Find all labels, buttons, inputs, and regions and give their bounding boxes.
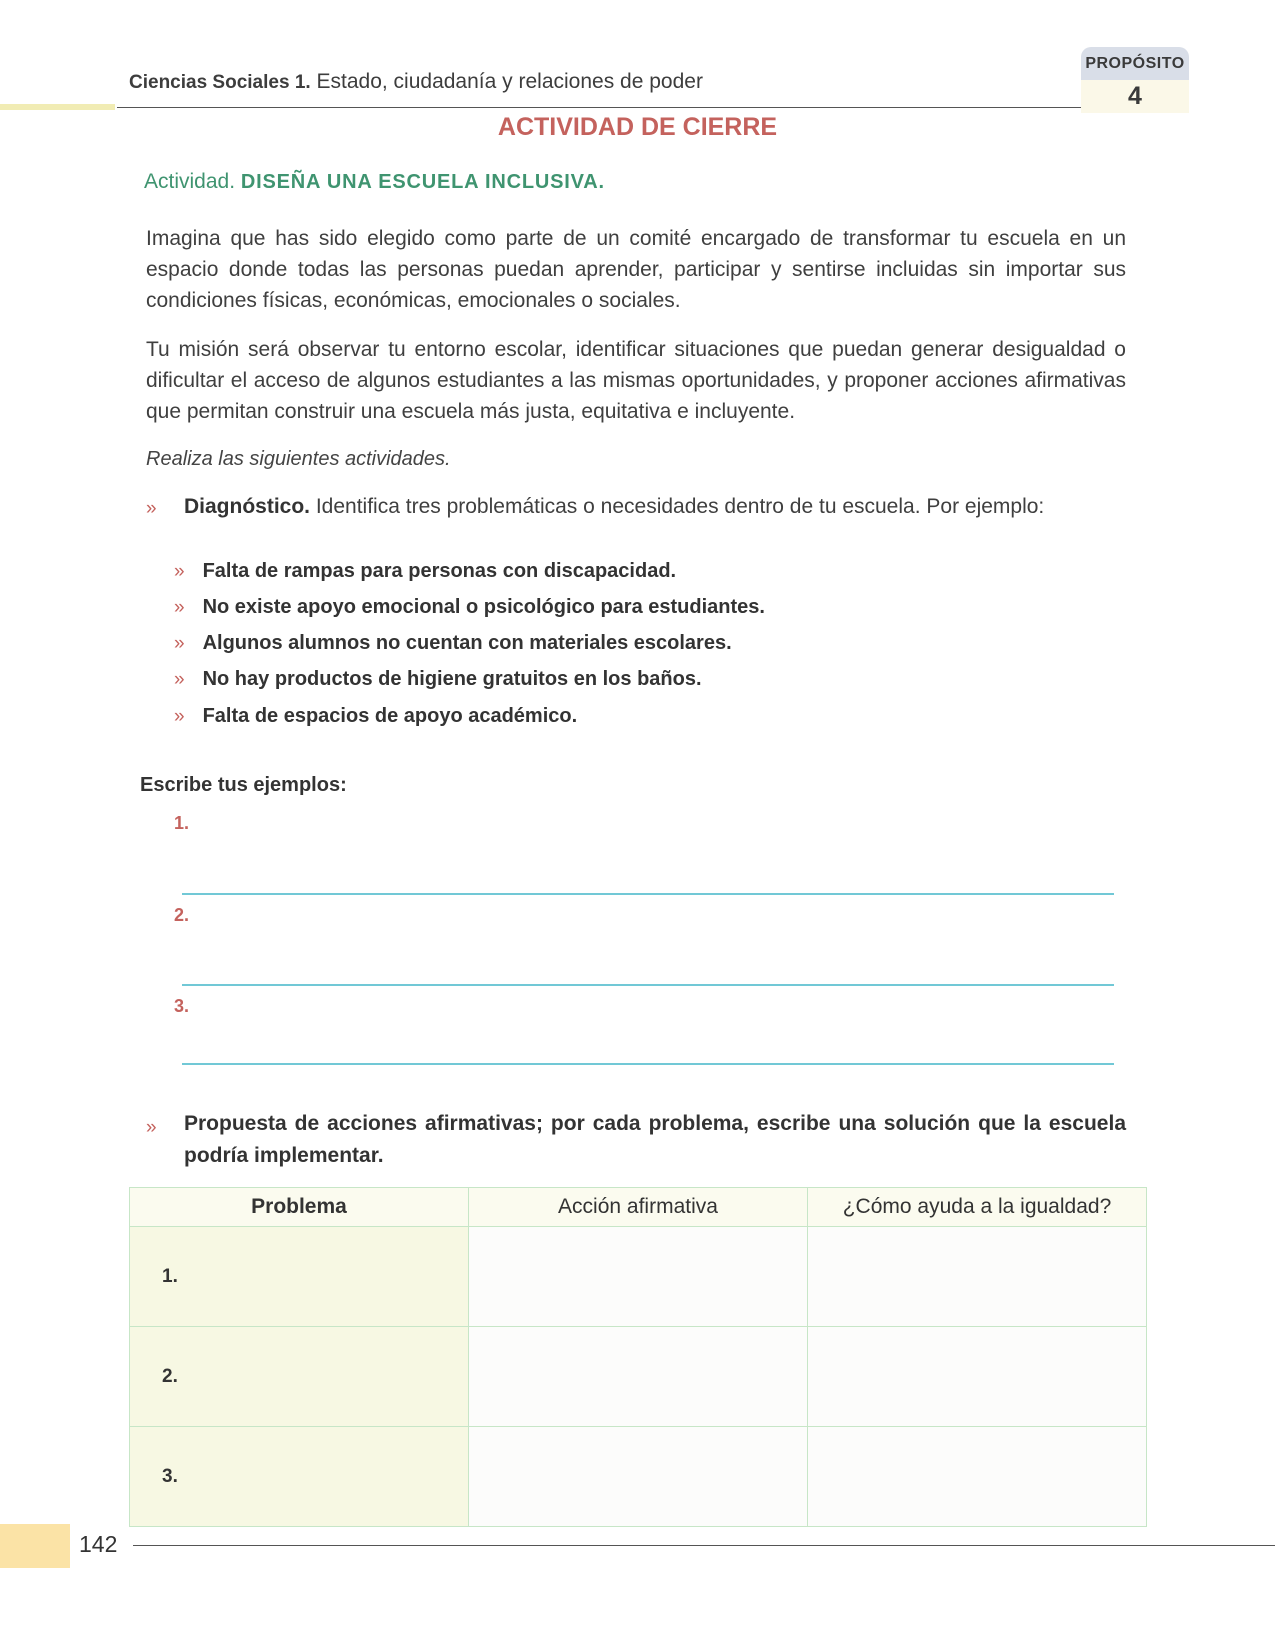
example-text: No hay productos de higiene gratuitos en los baños. [202,668,702,690]
activity-heading [144,170,605,194]
row-number: 3. [130,1427,469,1527]
answer-cell-igualdad[interactable] [808,1227,1147,1327]
diagnostico-text: Identifica tres problemáticas o necesidades dentro de tu escuela. Por ejemplo: [310,495,1045,518]
bullet-chevron-icon: » [146,1117,157,1138]
bullet-chevron-icon: » [146,498,157,519]
book-title: Ciencias Sociales 1. [129,72,311,93]
activity-prefix: Actividad. [144,170,241,193]
answer-cell-accion[interactable] [469,1227,808,1327]
answer-number: 2. [174,905,190,925]
diagnostico-item [184,495,1044,519]
answer-cell-igualdad[interactable] [808,1327,1147,1427]
bullet-chevron-icon: » [174,633,185,654]
table-row [130,1427,1147,1527]
actions-table [129,1187,1147,1527]
page-number: 142 [79,1531,118,1557]
badge-number: 4 [1081,80,1189,113]
propuesta-instruction: Propuesta de acciones afirmativas; por cada problema, escribe una solución que la escuela podría implementar. [184,1112,1126,1167]
answer-number: 3. [174,996,190,1016]
example-item [174,705,577,728]
answer-line-1[interactable] [182,893,1114,895]
answer-cell-accion[interactable] [469,1427,808,1527]
answer-cell-igualdad[interactable] [808,1427,1147,1527]
activity-title: DISEÑA UNA ESCUELA INCLUSIVA. [240,171,605,193]
intro-paragraph-1: Imagina que has sido elegido como parte de un comité encargado de transformar tu escuela en un espacio donde todas las personas puedan aprender, participar y sentirse incluidas sin importar sus condiciones físicas, económicas, emocionales o sociales. [146,227,1126,312]
bullet-chevron-icon: » [174,597,185,618]
example-text: Falta de espacios de apoyo académico. [202,705,578,727]
instructions-text: Realiza las siguientes actividades. [146,448,451,470]
header-rule [117,107,1081,108]
header-accion: Acción afirmativa [469,1188,808,1227]
badge-label: PROPÓSITO [1081,47,1189,80]
example-item [174,560,676,583]
answer-number: 1. [174,813,190,833]
running-header [129,70,703,94]
table-header-row [130,1188,1147,1227]
example-item [174,596,765,619]
example-text: Algunos alumnos no cuentan con materiales escolares. [202,632,732,654]
bullet-chevron-icon: » [174,561,185,582]
bullet-chevron-icon: » [174,669,185,690]
example-item [174,632,732,655]
intro-paragraph-2: Tu misión será observar tu entorno escolar, identificar situaciones que puedan generar desigualdad o dificultar el acceso de algunos estudiantes a las mismas oportunidades, y proponer acciones afirmativas que permitan construir una escuela más justa, equitativa e incluyente. [146,338,1126,423]
row-number: 2. [130,1327,469,1427]
table-row [130,1227,1147,1327]
header-igualdad: ¿Cómo ayuda a la igualdad? [808,1188,1147,1227]
footer-rule [133,1545,1275,1546]
footer-accent-block [0,1524,70,1568]
header-problema: Problema [130,1188,469,1227]
write-examples-label: Escribe tus ejemplos: [140,774,347,796]
diagnostico-label: Diagnóstico. [184,495,311,518]
row-number: 1. [130,1227,469,1327]
answer-cell-accion[interactable] [469,1327,808,1427]
answer-line-3[interactable] [182,1063,1114,1065]
bullet-chevron-icon: » [174,706,185,727]
proposito-badge [1081,47,1189,113]
section-title: ACTIVIDAD DE CIERRE [497,113,778,141]
example-text: Falta de rampas para personas con discapacidad. [202,560,677,582]
table-row [130,1327,1147,1427]
answer-line-2[interactable] [182,984,1114,986]
example-text: No existe apoyo emocional o psicológico para estudiantes. [202,596,765,618]
book-subtitle: Estado, ciudadanía y relaciones de poder [310,70,703,93]
example-item [174,668,702,691]
header-accent-bar [0,104,115,110]
